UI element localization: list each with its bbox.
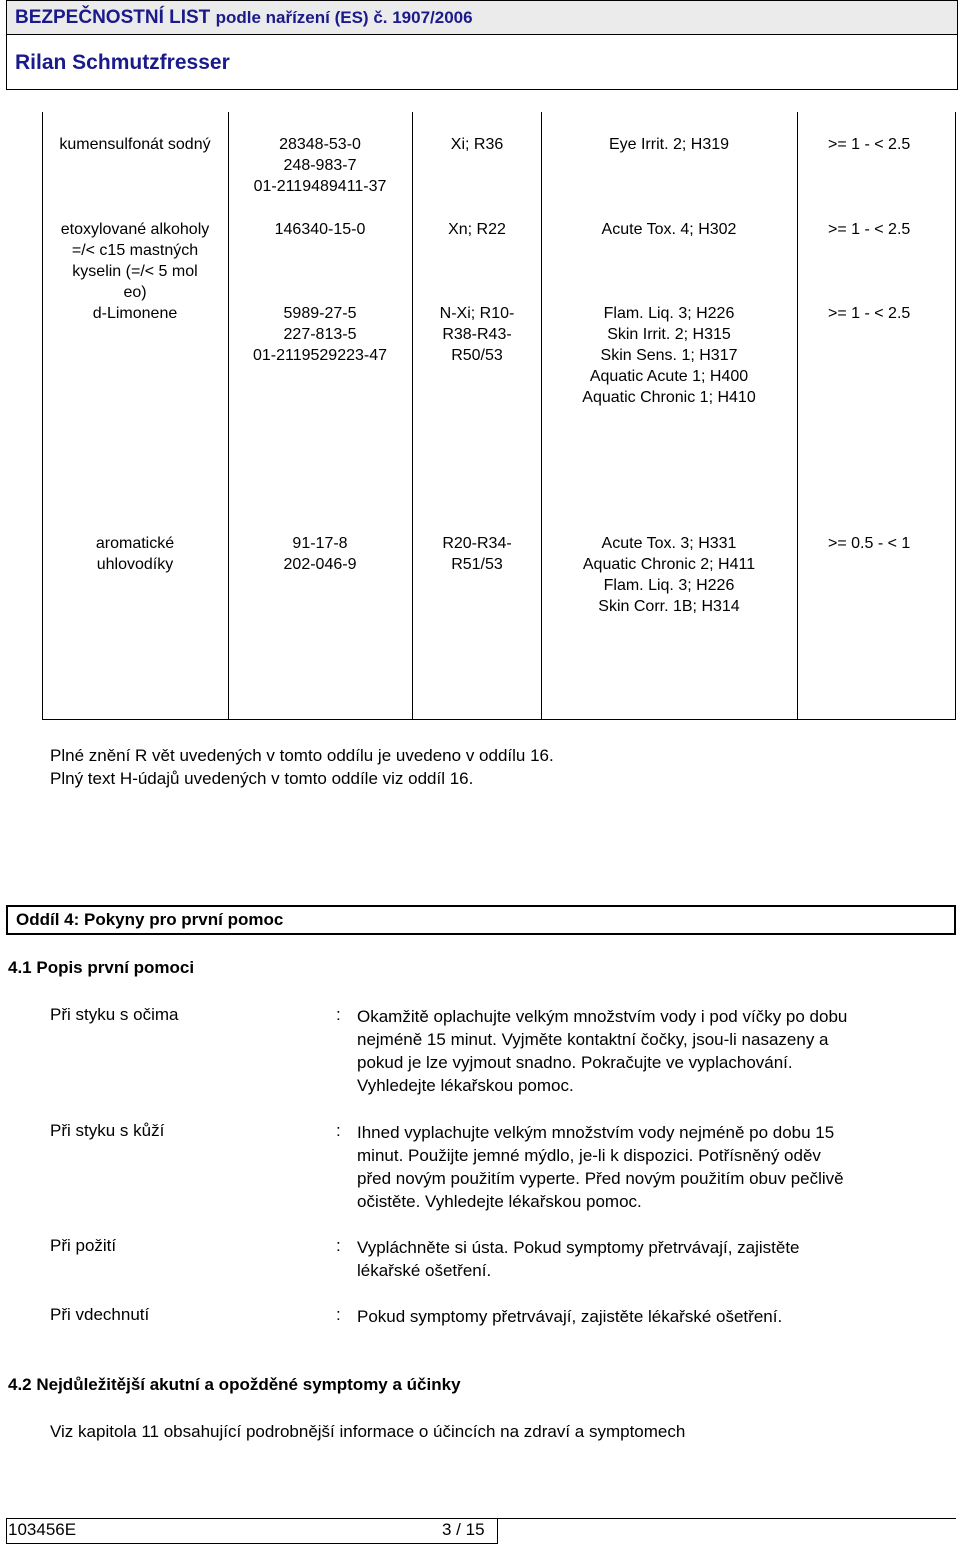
table-divider: [541, 112, 542, 720]
table-row-identifiers: 28348-53-0 248-983-7 01-2119489411-37: [253, 136, 387, 195]
table-row-substance: aromatické uhlovodíky: [95, 535, 175, 573]
table-row-substance: d-Limonene: [92, 305, 178, 322]
label-colon: :: [336, 1305, 341, 1324]
first-aid-label-inhalation: Při vdechnutí: [50, 1305, 150, 1324]
table-row-r-phrases: R20-R34- R51/53: [442, 535, 512, 573]
table-row-h-statements: Flam. Liq. 3; H226 Skin Irrit. 2; H315 Skin Sens. 1; H317 Aquatic Acute 1; H400 Aquatic Chronic 1; H410: [582, 305, 756, 406]
table-row-identifiers: 91-17-8 202-046-9: [283, 535, 357, 573]
note-r-phrases: Plné znění R vět uvedených v tomto oddílu je uvedeno v oddílu 16.: [50, 746, 554, 765]
table-row-concentration: >= 1 - < 2.5: [828, 136, 911, 153]
table-row-substance: kumensulfonát sodný: [59, 136, 211, 153]
table-divider: [797, 112, 798, 720]
subsection-4-2-text: Viz kapitola 11 obsahující podrobnější informace o účincích na zdraví a symptomech: [50, 1422, 686, 1441]
table-border-bottom: [42, 719, 956, 720]
table-row-identifiers: 5989-27-5 227-813-5 01-2119529223-47: [252, 305, 388, 364]
table-row-concentration: >= 0.5 - < 1: [828, 535, 911, 552]
table-divider: [228, 112, 229, 720]
table-divider: [412, 112, 413, 720]
table-row-h-statements: Acute Tox. 4; H302: [601, 221, 737, 238]
first-aid-text-eyes: Okamžitě oplachujte velkým množstvím vody i pod víčky po dobu nejméně 15 minut. Vyjměte kontaktní čočky, jsou-li nasazeny a pokud je lze vyjmout snadno. Pokračujte ve vyplachování. Vyhledejte lékařskou pomoc.: [357, 1007, 848, 1095]
first-aid-text-skin: Ihned vyplachujte velkým množstvím vody nejméně po dobu 15 minut. Použijte jemné mýdlo, je-li k dispozici. Potřísněný oděv před novým použitím vyperte. Před novým použitím obuv pečlivě očistěte. Vyhledejte lékařskou pomoc.: [357, 1123, 844, 1211]
table-row-substance: etoxylované alkoholy =/< c15 mastných kyselin (=/< 5 mol eo): [60, 221, 210, 301]
section-heading: Oddíl 4: Pokyny pro první pomoc: [16, 910, 284, 929]
table-row-h-statements: Eye Irrit. 2; H319: [608, 136, 730, 153]
label-colon: :: [336, 1005, 341, 1024]
table-row-h-statements: Acute Tox. 3; H331 Aquatic Chronic 2; H411 Flam. Liq. 3; H226 Skin Corr. 1B; H314: [582, 535, 756, 615]
section-heading-box: [6, 905, 956, 935]
document-title: BEZPEČNOSTNÍ LIST podle nařízení (ES) č. 1907/2006: [15, 7, 473, 28]
first-aid-label-eyes: Při styku s očima: [50, 1005, 179, 1024]
table-border-left: [42, 112, 43, 720]
page-number: 3 / 15: [442, 1520, 485, 1539]
footer-box: [6, 1519, 498, 1544]
product-name-bar: [6, 34, 958, 90]
document-code: 103456E: [8, 1520, 77, 1539]
subsection-4-1-title: 4.1 Popis první pomoci: [8, 958, 195, 977]
label-colon: :: [336, 1236, 341, 1255]
table-row-identifiers: 146340-15-0: [274, 221, 366, 238]
table-row-r-phrases: N-Xi; R10- R38-R43- R50/53: [439, 305, 515, 364]
document-header-bar: [6, 0, 958, 34]
product-name: Rilan Schmutzfresser: [15, 51, 230, 74]
first-aid-label-ingestion: Při požití: [50, 1236, 117, 1255]
first-aid-text-inhalation: Pokud symptomy přetrvávají, zajistěte lékařské ošetření.: [357, 1307, 783, 1326]
table-row-concentration: >= 1 - < 2.5: [828, 221, 911, 238]
note-h-statements: Plný text H-údajů uvedených v tomto oddíle viz oddíl 16.: [50, 769, 474, 788]
table-row-r-phrases: Xi; R36: [450, 136, 504, 153]
table-row-r-phrases: Xn; R22: [448, 221, 506, 238]
table-row-concentration: >= 1 - < 2.5: [828, 305, 911, 322]
first-aid-text-ingestion: Vypláchněte si ústa. Pokud symptomy přetrvávají, zajistěte lékařské ošetření.: [357, 1238, 800, 1280]
table-border-right: [955, 112, 956, 720]
first-aid-label-skin: Při styku s kůží: [50, 1121, 165, 1140]
subsection-4-2-title: 4.2 Nejdůležitější akutní a opožděné symptomy a účinky: [8, 1375, 461, 1394]
label-colon: :: [336, 1121, 341, 1140]
